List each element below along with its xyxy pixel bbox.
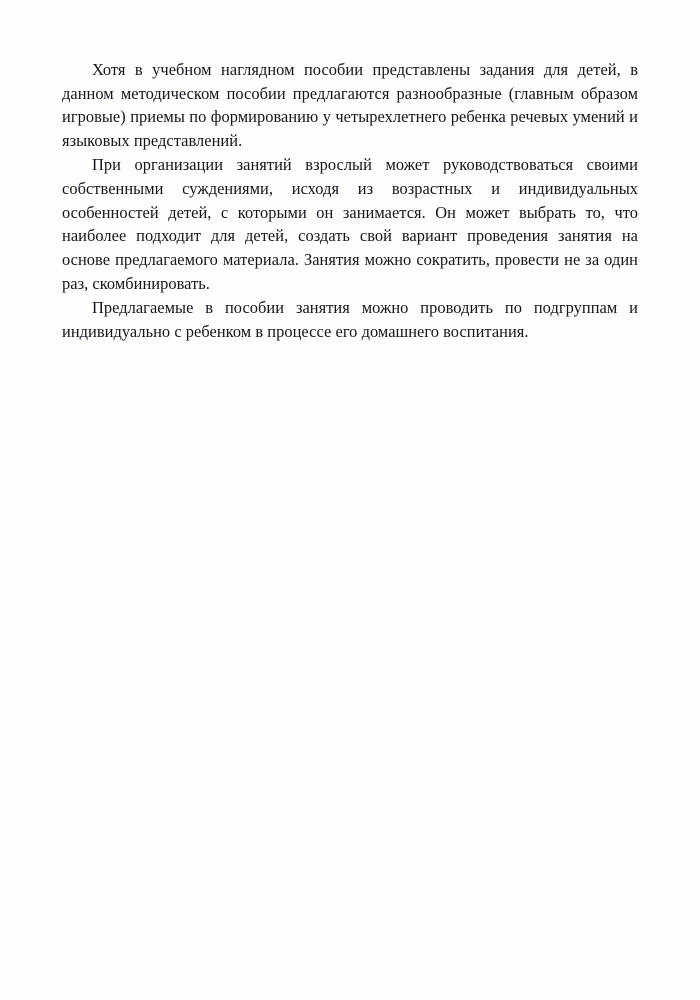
paragraph: Хотя в учебном наглядном пособии представлены задания для детей, в данном методическом пособии предлагаются разнообразные (главным образом игровые) приемы по формированию у четырехлетнего ребенка речевых умений и языковых представлений. xyxy=(62,60,638,151)
paragraph: Предлагаемые в пособии занятия можно проводить по подгруппам и индивидуально с ребенком в процессе его домашнего воспитания. xyxy=(62,298,638,341)
paragraph: При организации занятий взрослый может руководствоваться своими собственными суждениями, исходя из возрастных и индивидуальных особенностей детей, с которыми он занимается. Он может выбрать то, что наиболее подходит для детей, создать свой вариант проведения занятия на основе предлагаемого материала. Занятия можно сократить, провести не за один раз, скомбинировать. xyxy=(62,155,638,293)
body-text xyxy=(62,58,638,343)
